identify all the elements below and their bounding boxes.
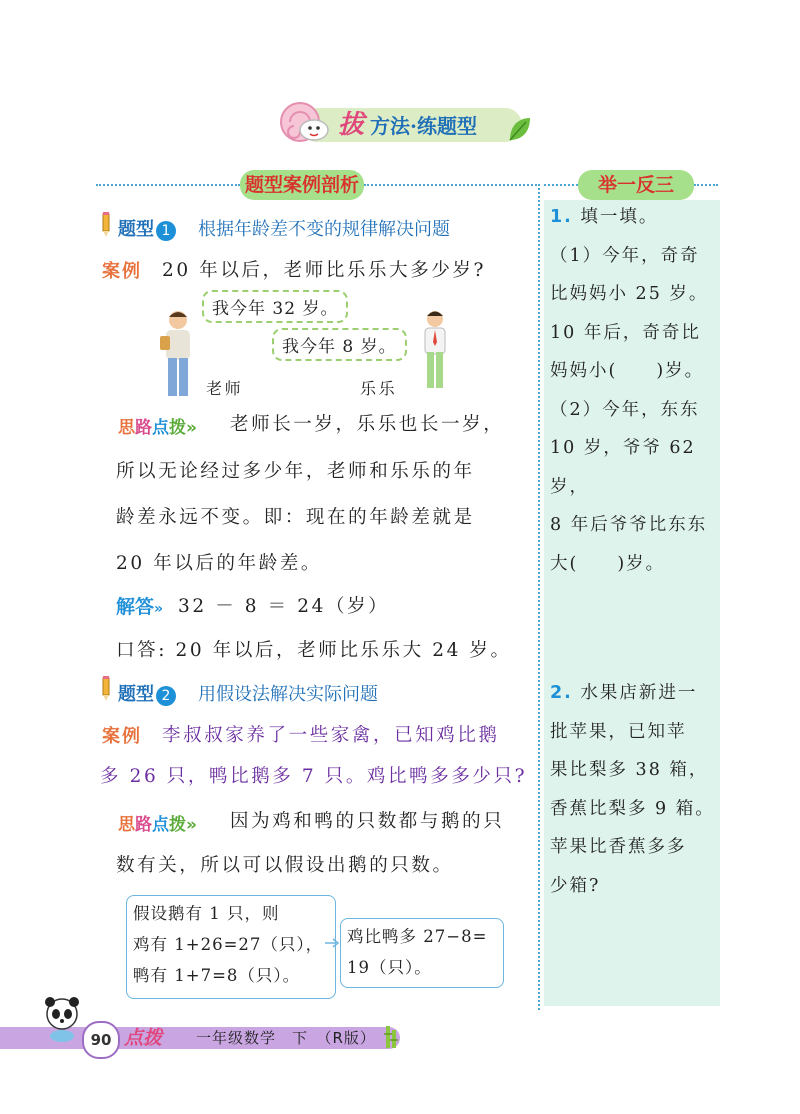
type-2-heading: [118, 680, 176, 706]
bamboo-icon: [382, 1024, 400, 1050]
exercise-2-line: 批苹果，已知苹: [550, 721, 687, 742]
type-tag: 题型: [118, 684, 154, 705]
exercise-1: [550, 198, 720, 583]
header-mark: 拔: [338, 110, 365, 140]
exercise-1-line: 10 岁，爷爷 62 岁，: [550, 438, 696, 497]
divider-line: [364, 184, 540, 186]
exercise-2-line: 果比梨多 38 箱，: [550, 760, 709, 780]
teacher-figure: [156, 308, 200, 400]
type-number: 2: [156, 686, 176, 706]
hint-line: 老师长一岁，乐乐也长一岁，: [230, 414, 505, 435]
hint-line: 所以无论经过多少年，老师和乐乐的年: [116, 461, 475, 482]
answer-equation: 32 － 8 ＝ 24（岁）: [178, 596, 390, 617]
leaf-icon: [506, 114, 534, 144]
label-student: 乐乐: [360, 379, 398, 398]
header-title: 方法·练题型: [370, 114, 477, 138]
exercise-2: [550, 674, 720, 905]
type-1-title: 根据年龄差不变的规律解决问题: [198, 219, 450, 240]
pencil-icon: [96, 212, 116, 238]
hint-label: 思路点拨»: [118, 418, 197, 438]
exercise-1-line: （2）今年，东东: [550, 399, 700, 420]
hint-line: 数有关，所以可以假设出鹅的只数。: [116, 855, 454, 876]
snail-icon: [276, 94, 332, 144]
label-teacher: 老师: [206, 379, 244, 398]
student-figure: [418, 308, 452, 394]
column-divider: [538, 188, 540, 1010]
type-2-title: 用假设法解决实际问题: [198, 684, 378, 705]
divider-line: [96, 184, 240, 186]
exercise-1-line: 大( )岁。: [550, 553, 666, 574]
divider-line: [544, 184, 578, 186]
book-title: 一年级数学 下 （R版）: [196, 1029, 376, 1047]
hint-line: 龄差永远不变。即：现在的年龄差就是: [116, 507, 475, 528]
page-number: 90: [82, 1021, 120, 1059]
hint-line: 20 年以后的年龄差。: [116, 553, 323, 574]
divider-line: [694, 184, 718, 186]
answer-label: 解答»: [116, 596, 164, 618]
case-question: 20 年以后，老师比乐乐大多少岁?: [162, 260, 487, 281]
arrow-icon: [324, 936, 340, 950]
exercise-1-line: 8 年后爷爷比东东: [550, 515, 708, 535]
case-question-line: 多 26 只，鸭比鹅多 7 只。鸡比鸭多多少只?: [100, 766, 528, 787]
assumption-box: 假设鹅有 1 只，则 鸡有 1+26=27（只）， 鸭有 1+7=8（只）。: [126, 895, 336, 999]
panda-icon: [40, 994, 84, 1042]
hint-label: 思路点拨»: [118, 815, 197, 835]
case-question-line: 李叔叔家养了一些家禽，已知鸡比鹅: [162, 725, 500, 746]
oral-answer: 口答: 20 年以后，老师比乐乐大 24 岁。: [116, 640, 512, 661]
exercise-number: 1.: [550, 207, 573, 227]
exercise-number: 2.: [550, 683, 573, 703]
pencil-icon: [96, 676, 116, 702]
case-label: 案例: [102, 726, 142, 747]
exercise-1-line: 妈妈小( )岁。: [550, 361, 705, 381]
footer-logo: 点拨: [124, 1027, 163, 1049]
hint-line: 因为鸡和鸭的只数都与鹅的只: [230, 811, 505, 832]
section-title-practice: 举一反三: [578, 170, 694, 200]
speech-bubble-student: 我今年 8 岁。: [272, 328, 407, 361]
case-label: 案例: [102, 261, 142, 282]
exercise-2-line: 香蕉比梨多 9 箱。: [550, 798, 715, 819]
exercise-2-line: 2. 水果店新进一: [550, 683, 698, 703]
exercise-2-line: 少箱?: [550, 875, 601, 896]
exercise-1-line: 1. 填一填。: [550, 207, 659, 227]
type-number: 1: [156, 221, 176, 241]
exercise-1-line: 比妈妈小 25 岁。: [550, 284, 709, 304]
speech-bubble-teacher: 我今年 32 岁。: [202, 290, 348, 323]
exercise-1-line: （1）今年，奇奇: [550, 245, 700, 266]
section-title-cases: 题型案例剖析: [240, 170, 364, 200]
type-1-heading: [118, 215, 176, 241]
exercise-1-line: 10 年后，奇奇比: [550, 322, 701, 343]
exercise-2-line: 苹果比香蕉多多: [550, 837, 687, 857]
type-tag: 题型: [118, 219, 154, 240]
result-box: 鸡比鸭多 27−8= 19（只）。: [340, 918, 504, 988]
